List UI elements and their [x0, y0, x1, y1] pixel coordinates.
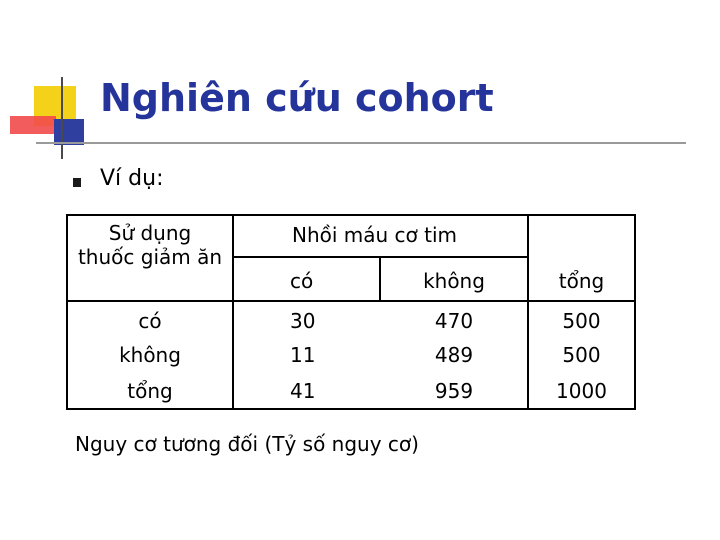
table-cell: 41 — [290, 379, 316, 403]
title-underline — [36, 142, 686, 144]
table-cell: 500 — [562, 309, 601, 333]
table-cell: 489 — [434, 343, 474, 367]
slide-title: Nghiên cứu cohort — [100, 76, 494, 120]
square-bullet-icon — [73, 178, 81, 187]
row-header-line2: thuốc giảm ăn — [77, 245, 223, 269]
decor-red-bar — [10, 116, 56, 134]
table-cell: 959 — [434, 379, 474, 403]
row-label: không — [119, 343, 181, 367]
table-cell: 500 — [562, 343, 601, 367]
table-cell: 30 — [290, 309, 316, 333]
footer-text: Nguy cơ tương đối (Tỷ số nguy cơ) — [75, 432, 419, 456]
table-bottom-border — [66, 408, 636, 410]
row-header-line1: Sử dụng — [108, 221, 192, 245]
cohort-table — [66, 214, 636, 410]
column-header-khong: không — [423, 269, 485, 293]
table-col-divider-1 — [232, 214, 234, 410]
decor-vertical-line — [61, 77, 63, 159]
column-header-co: có — [290, 269, 314, 293]
row-label: có — [138, 309, 162, 333]
table-cell: 11 — [290, 343, 316, 367]
table-cell: 470 — [434, 309, 474, 333]
bullet-text: Ví dụ: — [100, 166, 164, 191]
column-header-tong: tổng — [558, 269, 605, 293]
table-cell: 1000 — [556, 379, 607, 403]
group-header: Nhồi máu cơ tim — [292, 223, 458, 247]
row-label: tổng — [127, 379, 173, 403]
table-header-divider — [66, 300, 636, 302]
table-right-border — [634, 214, 636, 410]
table-top-border — [66, 214, 636, 216]
